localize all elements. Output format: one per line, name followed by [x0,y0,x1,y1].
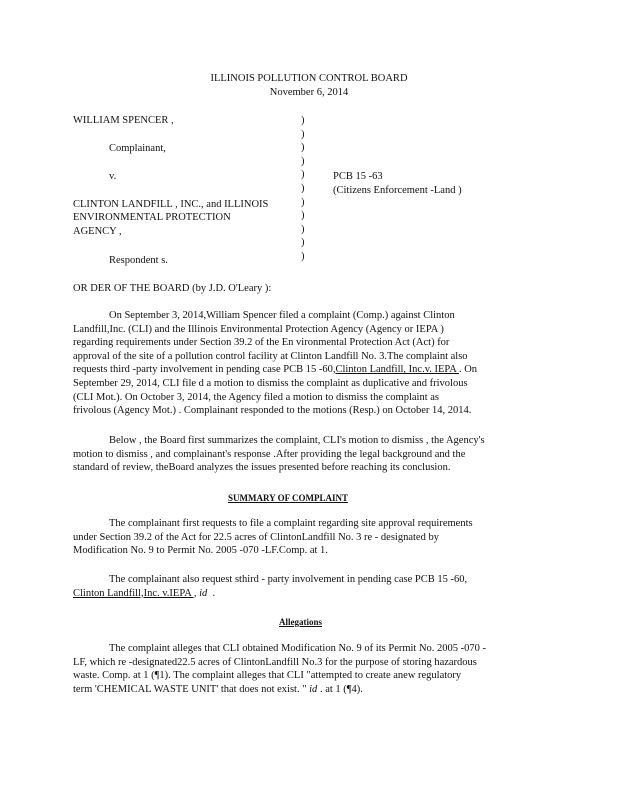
paren: ) [301,155,305,167]
respondents-label: Respondent s. [109,255,168,266]
text-line [73,683,517,697]
case-number: PCB 15 -63 [333,171,383,182]
text-line: The complaint alleges that CLI obtained Modification No. 9 of its Permit No. 2005 -070 - [109,643,487,654]
defendant-line-1: CLINTON LANDFILL , INC., and ILLINOIS [73,199,269,210]
paren: ) [301,223,305,235]
paragraph-requests [73,517,517,558]
text-line: (CLI Mot.). On October 3, 2014, the Agency filed a motion to dismiss the complaint as [73,391,439,403]
text-line: approval of the site of a pollution control facility at Clinton Landfill No. 3.The complaint also [73,350,468,362]
text-line: waste. Comp. at 1 (¶1). The complaint alleges that CLI "attempted to create anew regulatory [73,670,462,682]
text-segment: . [212,587,216,599]
text-line [73,587,517,601]
text-line: under Section 39.2 of the Act for 22.5 acres of ClintonLandfill No. 3 re - designated by [73,531,439,543]
case-citation: Clinton Landfill,Inc. v.IEPA , [73,587,197,599]
text-line: On September 3, 2014,William Spencer filed a complaint (Comp.) against Clinton [109,310,455,321]
paren: ) [301,128,305,140]
order-date: November 6, 2014 [269,87,349,98]
id-citation: id [309,683,318,695]
text-segment: term 'CHEMICAL WASTE UNIT' that does not exist. " [73,683,307,695]
paren: ) [301,210,305,222]
text-line: regarding requirements under Section 39.2 of the En vironmental Protection Act (Act) for [73,337,450,349]
plaintiff-name: WILLIAM SPENCER , [73,115,174,126]
paren: ) [301,182,305,194]
paragraph-allegations [73,642,517,696]
versus-label: v. [109,171,117,182]
text-line: September 29, 2014, CLI file d a motion to dismiss the complaint as duplicative and frivolous [73,377,468,389]
paragraph-intro [73,309,517,418]
complainant-label: Complainant, [109,143,166,154]
text-line [73,363,517,377]
text-line: frivolous (Agency Mot.) . Complainant responded to the motions (Resp.) on October 14, 2014. [73,405,472,417]
paren: ) [301,169,305,181]
id-citation: id [199,587,208,599]
paragraph-overview [73,434,517,475]
text-line: motion to dismiss , and complainant's response .After providing the legal background and the [73,448,466,460]
caption-parentheses [301,114,305,264]
paren: ) [301,115,305,126]
paren: ) [301,250,305,262]
text-line: LF, which re -designated22.5 acres of ClintonLandfill No.3 for the purpose of storing hazardous [73,656,477,668]
text-segment: requests third -party involvement in pending case PCB 15 -60, [73,364,336,376]
text-line: Below , the Board first summarizes the complaint, CLI's motion to dismiss , the Agency's [109,435,485,446]
case-type: (Citizens Enforcement -Land ) [333,185,462,196]
paren: ) [301,196,305,208]
paren: ) [301,142,305,154]
defendant-line-2: ENVIRONMENTAL PROTECTION [73,212,231,223]
order-heading: OR DER OF THE BOARD (by J.D. O'Leary ): [73,283,272,294]
case-citation: Clinton Landfill, Inc.v. IEPA [335,364,459,376]
text-line: Modification No. 9 to Permit No. 2005 -070 -LF.Comp. at 1. [73,545,328,557]
text-line: standard of review, theBoard analyzes the issues presented before reaching its conclusion. [73,462,451,474]
text-segment: . at 1 (¶4). [319,683,363,695]
paragraph-third-party [73,573,517,600]
paren: ) [301,237,305,249]
text-line: Landfill,Inc. (CLI) and the Illinois Environmental Protection Agency (Agency or IEPA ) [73,323,444,335]
text-segment: . On [458,364,478,376]
section-heading-allegations: Allegations [279,617,323,627]
board-name: ILLINOIS POLLUTION CONTROL BOARD [210,73,408,84]
text-line: The complainant first requests to file a complaint regarding site approval requirements [109,518,473,529]
text-line: The complainant also request sthird - party involvement in pending case PCB 15 -60, [109,574,468,585]
defendant-line-3: AGENCY , [73,226,122,237]
section-heading-summary: SUMMARY OF COMPLAINT [228,493,349,503]
